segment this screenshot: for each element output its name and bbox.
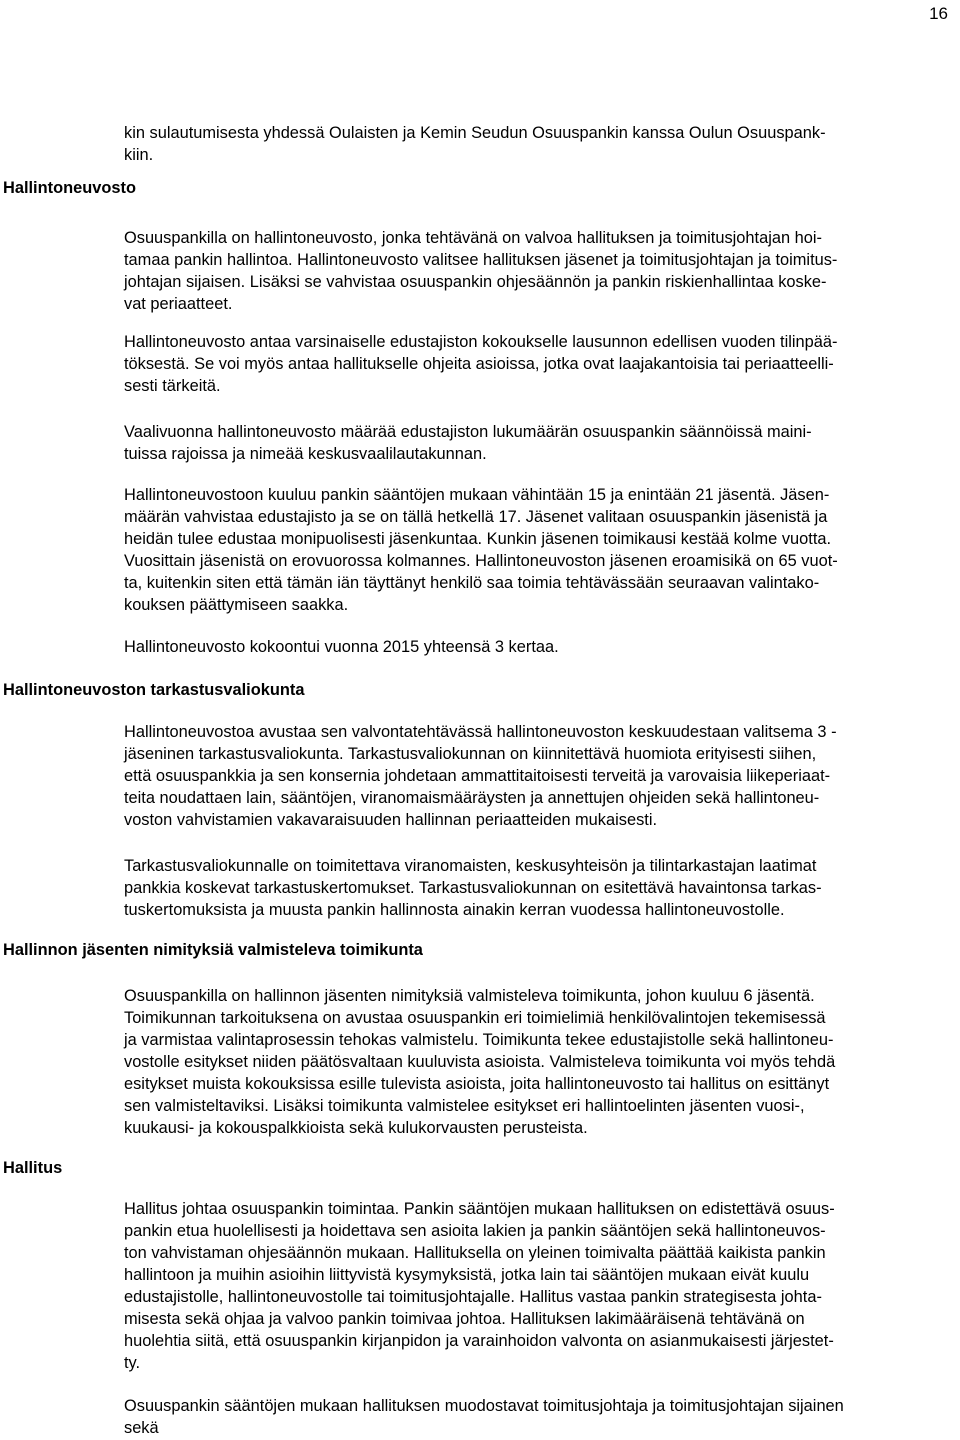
paragraph-jasenmaara <box>124 484 944 616</box>
text-line: vat periaatteet. <box>124 295 233 313</box>
text-line: Osuuspankilla on hallintoneuvosto, jonka tehtävänä on valvoa hallituksen ja toimitusjohtajan hoi- <box>124 229 822 247</box>
text-line: Toimikunnan tarkoituksena on avustaa osuuspankin eri toimielimiä henkilövalintojen tekemisessä <box>124 1009 826 1027</box>
text-line: tuskertomuksista ja muusta pankin hallinnosta ainakin kerran vuodessa hallintoneuvostolle. <box>124 901 785 919</box>
text-line: huolehtia siitä, että osuuspankin kirjanpidon ja varainhoidon valvonta on asianmukaisesti järjestet- <box>124 1332 834 1350</box>
text-line: Vuosittain jäsenistä on erovuorossa kolmannes. Hallintoneuvoston jäsenen eroamisikä on 65 vuot- <box>124 552 838 570</box>
text-line: esitykset muista kokouksissa esille tulevista asioista, joita hallintoneuvosto tai hallitus on esittänyt <box>124 1075 830 1093</box>
text-line: Hallintoneuvostoa avustaa sen valvontatehtävässä hallintoneuvoston keskuudestaan valitsema 3 - <box>124 723 837 741</box>
text-line: johtajan sijaisen. Lisäksi se vahvistaa osuuspankin ohjesäännön ja pankin riskienhallintaa koske- <box>124 273 827 291</box>
text-line: Hallintoneuvosto antaa varsinaiselle edustajiston kokoukselle lausunnon edellisen vuoden tilinpää- <box>124 333 838 351</box>
text-line: voston vahvistamien vakavaraisuuden hallinnan periaatteiden mukaisesti. <box>124 811 658 829</box>
paragraph-lausunto <box>124 331 944 397</box>
page-number: 16 <box>929 4 948 23</box>
text-line: kiin. <box>124 146 154 164</box>
text-line: heidän tulee edustaa monipuolisesti jäsenkuntaa. Kunkin jäsenen toimikausi kestää kolme vuotta. <box>124 530 832 548</box>
text-line: teita noudattaen lain, sääntöjen, viranomaismääräysten ja annettujen ohjeiden sekä hallintoneu- <box>124 789 820 807</box>
text-line: Hallintoneuvosto kokoontui vuonna 2015 yhteensä 3 kertaa. <box>124 638 559 656</box>
text-line: hallintoon ja muihin asioihin liittyvistä kysymyksistä, jotka lain tai sääntöjen mukaan eivät kuulu <box>124 1266 810 1284</box>
paragraph-hallintoneuvosto-tehtava <box>124 227 944 315</box>
paragraph-tarkastuskertomukset <box>124 855 944 921</box>
heading-hallitus: Hallitus <box>3 1159 63 1177</box>
text-line: sen valmisteltaviksi. Lisäksi toimikunta valmistelee esitykset eri hallintoelinten jäsenten vuosi-, <box>124 1097 805 1115</box>
text-line: edustajistolle, hallintoneuvostolle tai toimitusjohtajalle. Hallitus vastaa pankin strategisesta johta- <box>124 1288 822 1306</box>
paragraph-hallitus <box>124 1198 944 1374</box>
paragraph-vaalivuosi <box>124 421 944 465</box>
text-line: määrän vahvistaa edustajisto ja se on tällä hetkellä 17. Jäsenet valitaan osuuspankin jäsenistä ja <box>124 508 828 526</box>
text-line: Tarkastusvaliokunnalle on toimitettava viranomaisten, keskusyhteisön ja tilintarkastajan laatimat <box>124 857 817 875</box>
text-line: pankkia koskevat tarkastuskertomukset. Tarkastusvaliokunnan on esitettävä havaintonsa tarkas- <box>124 879 822 897</box>
text-line: kouksen päättymiseen saakka. <box>124 596 349 614</box>
text-line: Hallintoneuvostoon kuuluu pankin sääntöjen mukaan vähintään 15 ja enintään 21 jäsentä. Jäsen- <box>124 486 830 504</box>
heading-nimitystoimikunta: Hallinnon jäsenten nimityksiä valmisteleva toimikunta <box>3 941 423 959</box>
paragraph-sulautuminen <box>124 122 944 166</box>
text-line: töksestä. Se voi myös antaa hallitukselle ohjeita asioissa, jotka ovat laajakantoisia tai periaatteelli- <box>124 355 834 373</box>
text-line: ty. <box>124 1354 141 1372</box>
text-line: kin sulautumisesta yhdessä Oulaisten ja Kemin Seudun Osuuspankin kanssa Oulun Osuuspank- <box>124 124 826 142</box>
paragraph-kokoontumiset <box>124 636 944 658</box>
text-line: tamaa pankin hallintoa. Hallintoneuvosto valitsee hallituksen jäsenet ja toimitusjohtajan ja toimitus- <box>124 251 838 269</box>
paragraph-nimitystoimikunta <box>124 985 944 1139</box>
text-line: jäseninen tarkastusvaliokunta. Tarkastusvaliokunnan on kiinnitettävä huomiota erityisesti siihen, <box>124 745 817 763</box>
text-line: Hallitus johtaa osuuspankin toimintaa. Pankin sääntöjen mukaan hallituksen on edistettävä osuus- <box>124 1200 835 1218</box>
text-line: sesti tärkeitä. <box>124 377 221 395</box>
paragraph-hallituksen-kokoonpano <box>124 1395 944 1439</box>
text-line: misesta sekä ohjaa ja valvoo pankin toimivaa johtoa. Hallituksen lakimääräisenä tehtävänä on <box>124 1310 805 1328</box>
text-line: tuissa rajoissa ja nimeää keskusvaalilautakunnan. <box>124 445 487 463</box>
text-line: ton vahvistaman ohjesäännön mukaan. Hallituksella on yleinen toimivalta päättää kaikista pankin <box>124 1244 826 1262</box>
text-line: Osuuspankilla on hallinnon jäsenten nimityksiä valmisteleva toimikunta, johon kuuluu 6 jäsentä. <box>124 987 815 1005</box>
text-line: ja varmistaa valintaprosessin tehokas valmistelu. Toimikunta tekee edustajistolle sekä hallintoneu- <box>124 1031 834 1049</box>
paragraph-tarkastusvaliokunta <box>124 721 944 831</box>
text-line: pankin etua huolellisesti ja hoidettava sen asioita lakien ja pankin sääntöjen sekä hallintoneuvos- <box>124 1222 826 1240</box>
heading-hallintoneuvosto: Hallintoneuvosto <box>3 179 136 197</box>
text-line: Osuuspankin sääntöjen mukaan hallituksen muodostavat toimitusjohtaja ja toimitusjohtajan sijainen <box>124 1397 844 1415</box>
text-line: sekä <box>124 1419 159 1437</box>
heading-tarkastusvaliokunta: Hallintoneuvoston tarkastusvaliokunta <box>3 681 305 699</box>
text-line: ta, kuitenkin siten että tämän iän täyttänyt henkilö saa toimia tehtävässään seuraavan valintako- <box>124 574 820 592</box>
text-line: Vaalivuonna hallintoneuvosto määrää edustajiston lukumäärän osuuspankin säännöissä maini- <box>124 423 812 441</box>
text-line: että osuuspankkia ja sen konsernia johdetaan ammattitaitoisesti terveitä ja varovaisia liikeperiaat- <box>124 767 831 785</box>
text-line: vostolle esitykset niiden päätösvaltaan kuuluvista asioista. Valmisteleva toimikunta voi myös tehdä <box>124 1053 836 1071</box>
text-line: kuukausi- ja kokouspalkkioista sekä kulukorvausten perusteista. <box>124 1119 588 1137</box>
